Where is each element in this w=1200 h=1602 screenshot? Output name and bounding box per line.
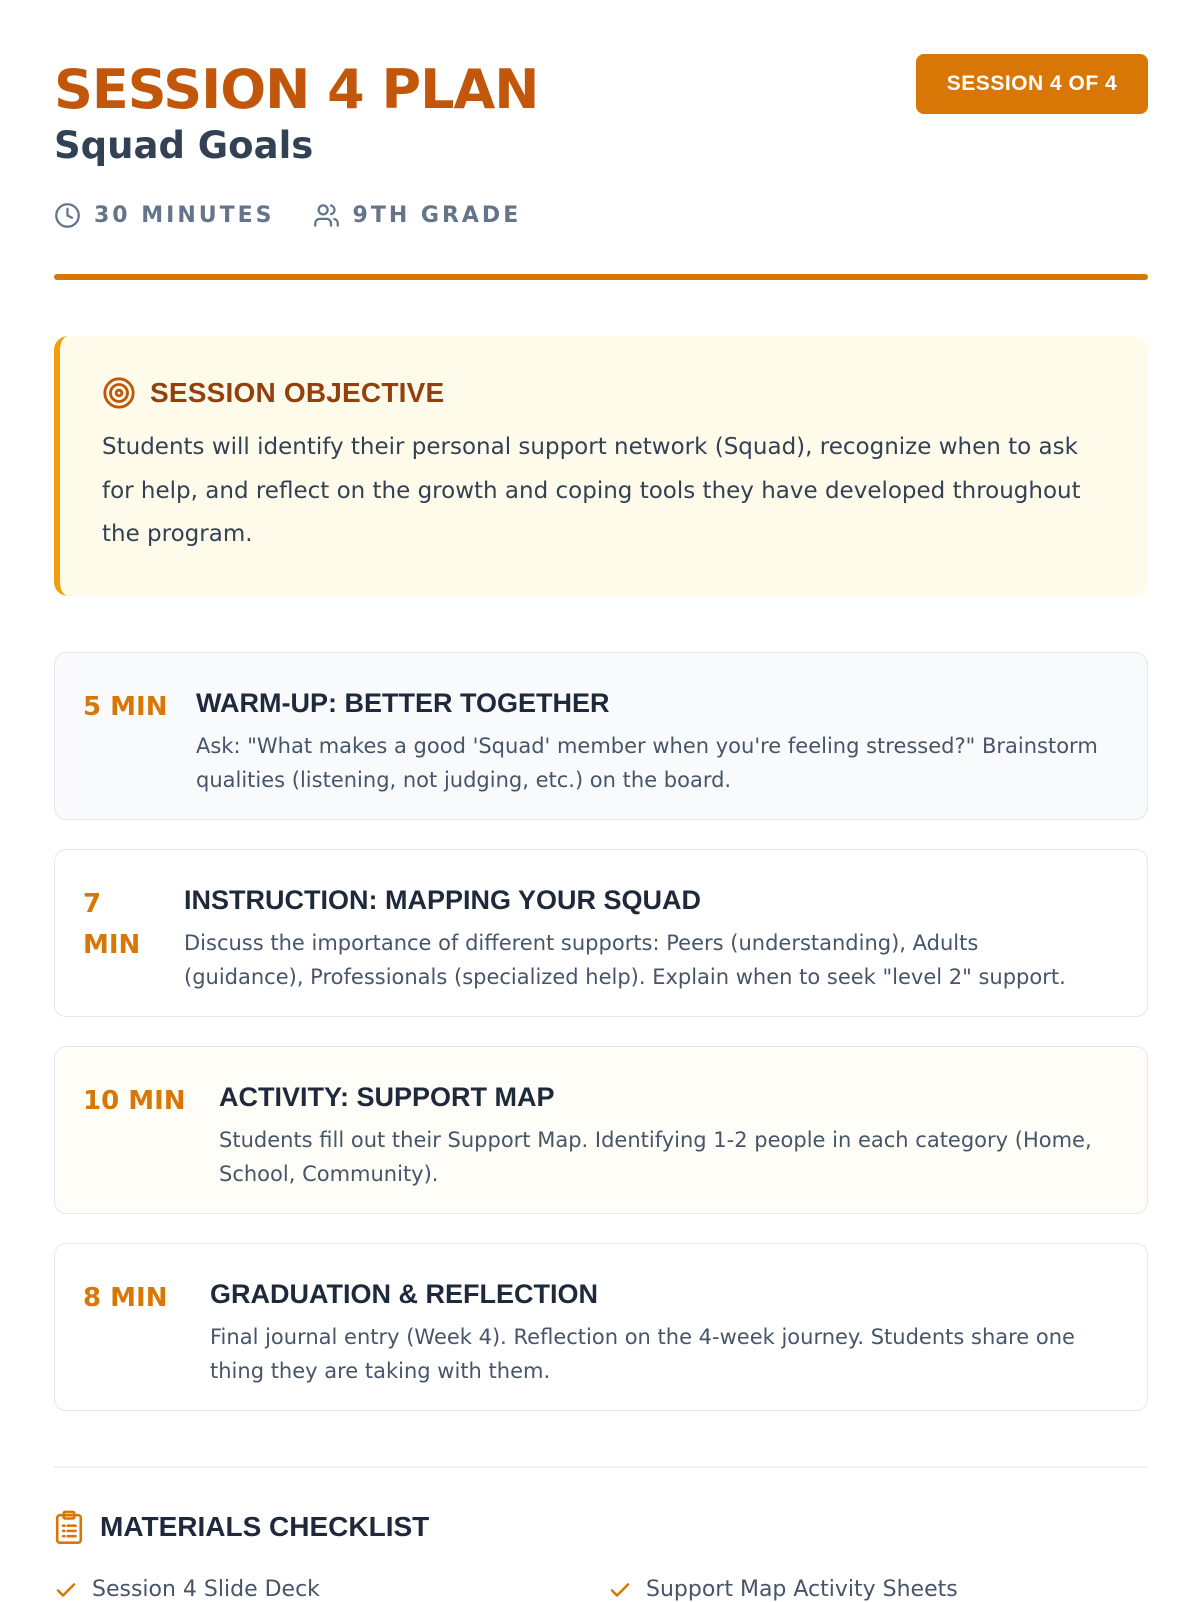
- activity-title: WARM-UP: BETTER TOGETHER: [196, 688, 610, 718]
- activity-description: Students fill out their Support Map. Identifying 1-2 people in each category (Home, School, Community).: [219, 1128, 1092, 1186]
- activity-duration: 5 MIN: [83, 692, 168, 722]
- activity-duration: 7 MIN: [83, 889, 141, 960]
- activity-title: INSTRUCTION: MAPPING YOUR SQUAD: [184, 885, 702, 915]
- activity-title: GRADUATION & REFLECTION: [210, 1279, 598, 1309]
- clock-icon: [54, 202, 81, 229]
- materials-item-label: Session 4 Slide Deck: [92, 1577, 320, 1602]
- activity-card-instruction: [54, 849, 1148, 1017]
- section-divider: [54, 1466, 1148, 1468]
- users-icon: [313, 202, 340, 229]
- session-badge: SESSION 4 OF 4: [916, 54, 1148, 114]
- materials-title: MATERIALS CHECKLIST: [100, 1511, 430, 1542]
- materials-item: [54, 1577, 320, 1602]
- activity-duration: 8 MIN: [83, 1283, 168, 1313]
- duration-meta: [54, 202, 275, 229]
- clipboard-icon: [54, 1510, 84, 1544]
- duration-text: 30 MINUTES: [94, 203, 275, 228]
- header: [54, 50, 1148, 280]
- activity-card-graduation: [54, 1243, 1148, 1411]
- meta-row: [54, 202, 559, 229]
- activity-duration: 10 MIN: [83, 1086, 186, 1116]
- header-rule: [54, 274, 1148, 280]
- objective-box: [54, 336, 1148, 596]
- objective-text: Students will identify their personal support network (Squad), recognize when to ask for help, and reflect on the growth and coping tools they have developed throughout the program.: [102, 434, 1081, 547]
- objective-title: SESSION OBJECTIVE: [150, 377, 445, 408]
- activity-description: Ask: "What makes a good 'Squad' member when you're feeling stressed?" Brainstorm qualities (listening, not judging, etc.) on the board.: [196, 734, 1098, 792]
- materials-item: [608, 1577, 958, 1602]
- activity-title: ACTIVITY: SUPPORT MAP: [219, 1082, 555, 1112]
- grade-meta: [313, 202, 522, 229]
- materials-heading: [54, 1510, 429, 1544]
- activity-card-warm-up: [54, 652, 1148, 820]
- check-icon: [608, 1578, 632, 1602]
- objective-heading: [102, 376, 444, 410]
- check-icon: [54, 1578, 78, 1602]
- activity-description: Discuss the importance of different supports: Peers (understanding), Adults (guidance), Professionals (specialized help). Explain when to seek "level 2" support.: [184, 931, 1066, 989]
- page-title: SESSION 4 PLAN: [54, 58, 539, 121]
- page-subtitle: Squad Goals: [54, 124, 314, 167]
- grade-text: 9TH GRADE: [352, 203, 522, 228]
- activity-description: Final journal entry (Week 4). Reflection on the 4-week journey. Students share one thing they are taking with them.: [210, 1325, 1075, 1383]
- activity-card-support-map: [54, 1046, 1148, 1214]
- target-icon: [102, 376, 136, 410]
- materials-item-label: Support Map Activity Sheets: [646, 1577, 958, 1602]
